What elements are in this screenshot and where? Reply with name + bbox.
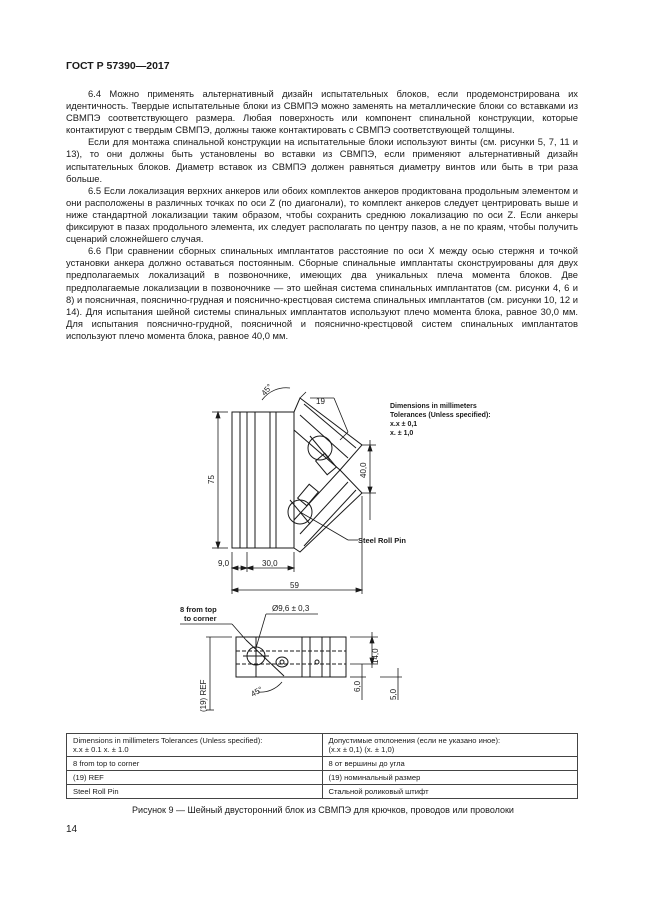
tolerance-note-line: Dimensions in millimeters [390,403,477,410]
hole-diameter: Ø9,6 ± 0,3 [272,604,310,613]
table-cell-ru: Допустимые отклонения (если не указано иное): (x.x ± 0,1) (x. ± 1,0) [322,734,578,757]
table-cell-ru: Стальной роликовый штифт [322,785,578,799]
document-code: ГОСТ Р 57390—2017 [66,60,170,72]
dim-30: 30,0 [262,559,278,568]
table-cell-ru: 8 от вершины до угла [322,757,578,771]
dim-6: 6,0 [353,680,362,692]
table-cell-en: Dimensions in millimeters Tolerances (Unless specified): x.x ± 0.1 x. ± 1.0 [67,734,323,757]
paragraph-6-5: 6.5 Если локализация верхних анкеров или обоих комплектов анкеров продиктована продольным элементом и они расположены в различных точках по оси Z (по диагонали), то комплект анкеров следует центрировать выше и ниже стандартной локализации таким образом, чтобы сохранить среднюю локализацию по оси Z. Если анкеры фиксируют в пазах продольного элемента, их следует располагать по центру пазов, а не по краям, чтобы получить сценарий сложнейшего случая. [66,184,578,245]
block-side-view [232,398,362,552]
steel-roll-pin-label: Steel Roll Pin [358,536,406,545]
tolerance-note [390,403,491,437]
tolerance-table [66,733,578,799]
dim-40: 40,0 [359,462,368,478]
table-cell-en: (19) REF [67,771,323,785]
dim-75: 75 [207,475,216,484]
dim-59: 59 [290,581,299,590]
table-row [67,785,578,799]
dim-19: 19 [316,397,325,406]
dim-5: 5,0 [389,688,398,700]
block-top-view [236,637,346,677]
paragraph-6-6: 6.6 При сравнении сборных спинальных имплантатов расстояние по оси X между осью стержня и точкой установки анкера должно оставаться постоянным. Сборные спинальные имплантаты сконструированы для двух предполагаемых локализаций в позвоночнике, имеющих два уникальных плеча момента блоков. Две предполагаемые локализации в позвоночнике — это шейная система спинальных имплантатов (см. рисунки 4, 6 и 8) и поясничная, пояснично-грудная и пояснично-крестцовая система спинальных имплантатов (см. рисунки 10, 12 и 14). Для испытания шейной системы спинальных имплантатов используют плечо момента блока, равное 30,0 мм. Для испытания пояснично-грудной, поясничной и пояснично-крестцовой систем спинальных имплантатов используют плечо момента блока, равное 40,0 мм. [66,245,578,341]
table-row [67,734,578,757]
ref-19: (19) REF [199,679,208,712]
tolerance-note-line: x.x ± 0,1 [390,421,418,428]
top-view-dimensions [180,614,402,710]
dim-angle-bottom: 45° [249,684,265,699]
tolerance-note-line: x. ± 1,0 [390,430,414,437]
tolerance-note-line: Tolerances (Unless specified): [390,412,491,419]
paragraph-screws: Если для монтажа спинальной конструкции на испытательные блоки используют винты (см. рисунки 5, 7, 11 и 13), то они должны быть установлены во вставки из СВМПЭ, если применяют альтернативный дизайн испытательных блоков. Диаметр вставок из СВМПЭ должен равняться диаметру винтов или быть в три раза больше. [66,136,578,184]
dim-14: 14,0 [371,648,380,664]
dim-angle-top: 45° [259,382,275,398]
to-corner-label: to corner [184,614,217,623]
table-cell-ru: (19) номинальный размер [322,771,578,785]
from-top-label: 8 from top [180,605,217,614]
page-number: 14 [66,824,78,835]
table-cell-en: Steel Roll Pin [67,785,323,799]
table-row [67,757,578,771]
table-cell-en: 8 from top to corner [67,757,323,771]
dim-9: 9,0 [218,559,230,568]
figure-caption: Рисунок 9 — Шейный двусторонний блок из СВМПЭ для крючков, проводов или проволоки [132,805,514,815]
table-row [67,771,578,785]
paragraph-6-4: 6.4 Можно применять альтернативный дизайн испытательных блоков, если продемонстрирована их идентичность. Твердые испытательные блоки из СВМПЭ можно заменять на металлические блоки со вставками из СВМПЭ соответствующего размера. Любая поверхность или компонент спинальной конструкции, которые контактируют с твердым СВМПЭ, должны также контактировать с СВМПЭ соответствующей толщины. [66,88,578,136]
